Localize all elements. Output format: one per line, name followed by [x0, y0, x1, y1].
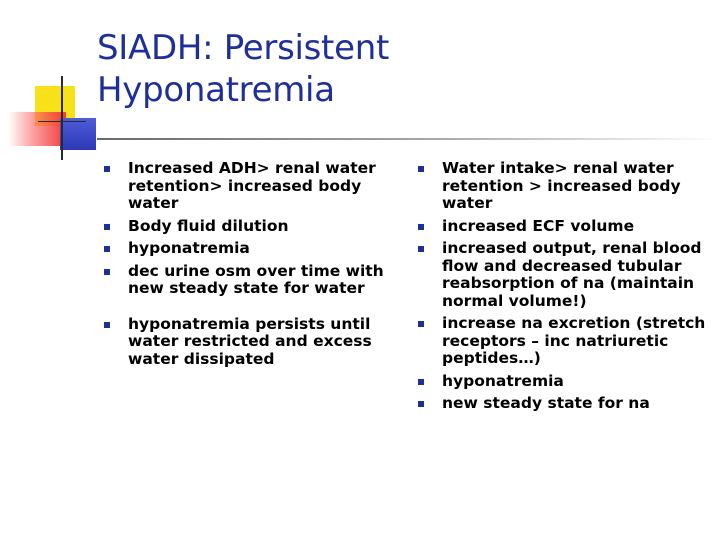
- bullet-text: hyponatremia persists until water restricted and excess water dissipated: [128, 314, 372, 368]
- bullet-text: increased output, renal blood flow and decreased tubular reabsorption of na (maintain normal volume!): [442, 239, 702, 310]
- list-item: [418, 240, 716, 310]
- slide-title: [97, 27, 697, 111]
- bullet-text: increased ECF volume: [442, 216, 635, 235]
- bullet-text: hyponatremia: [128, 239, 250, 257]
- square-bullet-icon: [418, 246, 424, 252]
- square-bullet-icon: [104, 322, 110, 328]
- list-item: [418, 373, 716, 391]
- list-item: [104, 263, 389, 298]
- square-bullet-icon: [418, 224, 424, 230]
- square-bullet-icon: [418, 166, 424, 172]
- square-bullet-icon: [418, 321, 424, 327]
- list-item: [104, 316, 389, 369]
- list-item: [418, 218, 716, 236]
- list-item: [104, 240, 389, 258]
- square-bullet-icon: [104, 269, 110, 275]
- square-bullet-icon: [104, 224, 110, 230]
- list-item: [104, 218, 389, 236]
- square-bullet-icon: [104, 246, 110, 252]
- title-divider: [97, 138, 720, 140]
- logo-horizontal-line: [38, 121, 86, 122]
- list-item: [418, 315, 716, 368]
- list-item: [104, 160, 389, 213]
- right-bullet-list: [418, 160, 716, 418]
- square-bullet-icon: [104, 166, 110, 172]
- bullet-text: Increased ADH> renal water retention> increased body water: [128, 159, 376, 212]
- slide-title-line-1: SIADH: Persistent: [97, 28, 389, 68]
- bullet-text: Water intake> renal water retention > increased body water: [442, 159, 681, 212]
- slide-title-line-2: Hyponatremia: [97, 70, 335, 110]
- logo-blue-square: [60, 118, 96, 150]
- logo-red-bar: [8, 112, 66, 146]
- bullet-text: Body fluid dilution: [128, 216, 289, 235]
- square-bullet-icon: [418, 379, 424, 385]
- bullet-text: new steady state for na: [442, 394, 650, 412]
- left-bullet-list: [104, 160, 389, 373]
- bullet-text: increase na excretion (stretch receptors – inc natriuretic peptides…): [442, 314, 706, 367]
- bullet-text: hyponatremia: [442, 371, 564, 390]
- square-bullet-icon: [418, 401, 424, 407]
- bullet-text: dec urine osm over time with new steady state for water: [128, 261, 384, 297]
- list-item: [418, 160, 716, 213]
- list-item: [418, 395, 716, 413]
- logo-vertical-line: [61, 76, 63, 160]
